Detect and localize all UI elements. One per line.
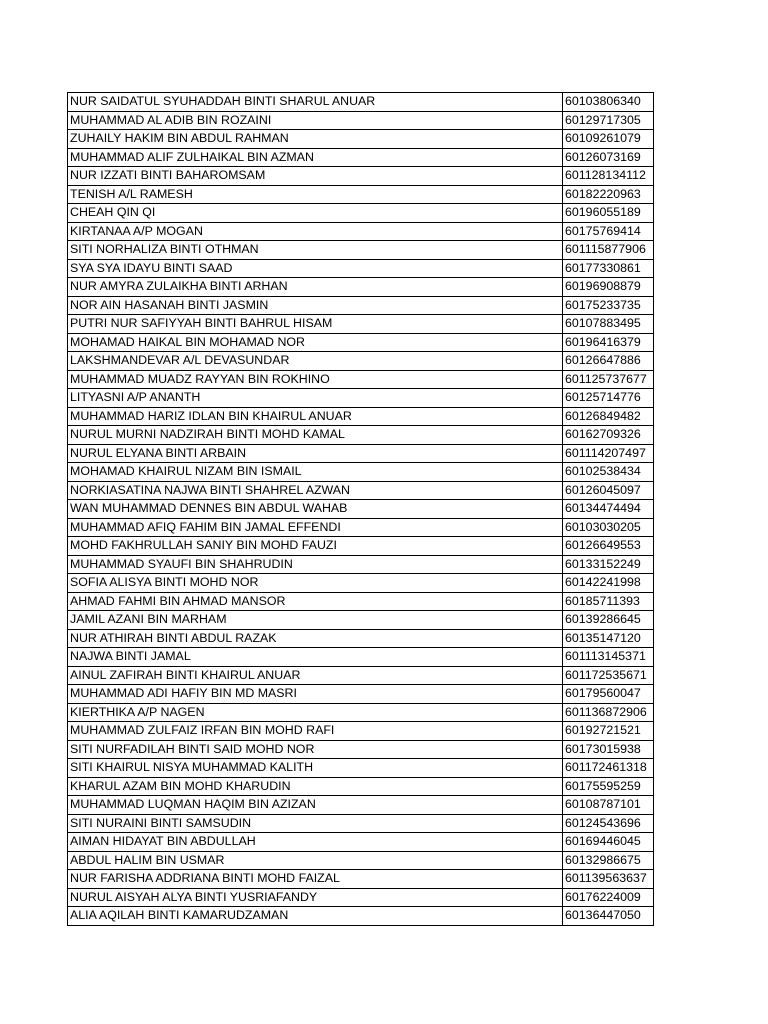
phone-cell: 60108787101 [563, 796, 654, 815]
table-row [68, 389, 654, 408]
table-row [68, 93, 654, 112]
phone-cell: 60133152249 [563, 555, 654, 574]
table-row [68, 241, 654, 260]
table-row [68, 555, 654, 574]
phone-cell: 601128134112 [563, 167, 654, 186]
name-cell: MUHAMMAD AFIQ FAHIM BIN JAMAL EFFENDI [68, 518, 563, 537]
name-cell: LITYASNI A/P ANANTH [68, 389, 563, 408]
phone-cell: 60103030205 [563, 518, 654, 537]
phone-cell: 60136447050 [563, 907, 654, 926]
phone-cell: 60135147120 [563, 629, 654, 648]
phone-cell: 60142241998 [563, 574, 654, 593]
table-row [68, 870, 654, 889]
phone-cell: 60196416379 [563, 333, 654, 352]
name-cell: NUR FARISHA ADDRIANA BINTI MOHD FAIZAL [68, 870, 563, 889]
name-cell: PUTRI NUR SAFIYYAH BINTI BAHRUL HISAM [68, 315, 563, 334]
name-cell: SYA SYA IDAYU BINTI SAAD [68, 259, 563, 278]
phone-cell: 60124543696 [563, 814, 654, 833]
table-row [68, 574, 654, 593]
table-row [68, 666, 654, 685]
name-cell: KIRTANAA A/P MOGAN [68, 222, 563, 241]
name-cell: SITI NURAINI BINTI SAMSUDIN [68, 814, 563, 833]
name-cell: MUHAMMAD MUADZ RAYYAN BIN ROKHINO [68, 370, 563, 389]
name-cell: MUHAMMAD HARIZ IDLAN BIN KHAIRUL ANUAR [68, 407, 563, 426]
name-cell: NUR IZZATI BINTI BAHAROMSAM [68, 167, 563, 186]
name-cell: MOHAMAD KHAIRUL NIZAM BIN ISMAIL [68, 463, 563, 482]
name-cell: WAN MUHAMMAD DENNES BIN ABDUL WAHAB [68, 500, 563, 519]
name-cell: ALIA AQILAH BINTI KAMARUDZAMAN [68, 907, 563, 926]
phone-cell: 60177330861 [563, 259, 654, 278]
table-row [68, 740, 654, 759]
table-row [68, 481, 654, 500]
table-row [68, 703, 654, 722]
name-cell: NURUL AISYAH ALYA BINTI YUSRIAFANDY [68, 888, 563, 907]
name-cell: SITI NORHALIZA BINTI OTHMAN [68, 241, 563, 260]
phone-cell: 60134474494 [563, 500, 654, 519]
phone-cell: 60107883495 [563, 315, 654, 334]
table-row [68, 444, 654, 463]
name-cell: AHMAD FAHMI BIN AHMAD MANSOR [68, 592, 563, 611]
phone-cell: 60126045097 [563, 481, 654, 500]
table-row [68, 814, 654, 833]
table-row [68, 759, 654, 778]
table-row [68, 851, 654, 870]
phone-cell: 60125714776 [563, 389, 654, 408]
name-cell: MOHAMAD HAIKAL BIN MOHAMAD NOR [68, 333, 563, 352]
name-cell: NAJWA BINTI JAMAL [68, 648, 563, 667]
phone-cell: 60173015938 [563, 740, 654, 759]
name-cell: NORKIASATINA NAJWA BINTI SHAHREL AZWAN [68, 481, 563, 500]
table-row [68, 907, 654, 926]
table-row [68, 407, 654, 426]
name-cell: MUHAMMAD LUQMAN HAQIM BIN AZIZAN [68, 796, 563, 815]
phone-cell: 601139563637 [563, 870, 654, 889]
name-cell: MUHAMMAD AL ADIB BIN ROZAINI [68, 111, 563, 130]
name-cell: MUHAMMAD ZULFAIZ IRFAN BIN MOHD RAFI [68, 722, 563, 741]
table-row [68, 426, 654, 445]
table-row [68, 315, 654, 334]
phone-cell: 60185711393 [563, 592, 654, 611]
phone-cell: 60132986675 [563, 851, 654, 870]
name-cell: CHEAH QIN QI [68, 204, 563, 223]
phone-cell: 601115877906 [563, 241, 654, 260]
phone-cell: 60126849482 [563, 407, 654, 426]
name-cell: KIERTHIKA A/P NAGEN [68, 703, 563, 722]
table-row [68, 222, 654, 241]
phone-cell: 60102538434 [563, 463, 654, 482]
table-row [68, 722, 654, 741]
name-cell: SITI NURFADILAH BINTI SAID MOHD NOR [68, 740, 563, 759]
table-row [68, 648, 654, 667]
table-row [68, 611, 654, 630]
phone-cell: 60139286645 [563, 611, 654, 630]
table-row [68, 796, 654, 815]
phone-cell: 601125737677 [563, 370, 654, 389]
table-row [68, 204, 654, 223]
name-phone-table [67, 92, 654, 926]
table-row [68, 167, 654, 186]
phone-cell: 60169446045 [563, 833, 654, 852]
name-cell: NOR AIN HASANAH BINTI JASMIN [68, 296, 563, 315]
phone-cell: 60175595259 [563, 777, 654, 796]
table-row [68, 259, 654, 278]
name-cell: TENISH A/L RAMESH [68, 185, 563, 204]
name-cell: NUR AMYRA ZULAIKHA BINTI ARHAN [68, 278, 563, 297]
table-row [68, 352, 654, 371]
name-cell: AINUL ZAFIRAH BINTI KHAIRUL ANUAR [68, 666, 563, 685]
phone-cell: 601114207497 [563, 444, 654, 463]
phone-cell: 60126073169 [563, 148, 654, 167]
table-row [68, 463, 654, 482]
name-cell: JAMIL AZANI BIN MARHAM [68, 611, 563, 630]
phone-cell: 601136872906 [563, 703, 654, 722]
phone-cell: 60175769414 [563, 222, 654, 241]
name-cell: NURUL ELYANA BINTI ARBAIN [68, 444, 563, 463]
phone-cell: 601113145371 [563, 648, 654, 667]
name-cell: LAKSHMANDEVAR A/L DEVASUNDAR [68, 352, 563, 371]
name-cell: ZUHAILY HAKIM BIN ABDUL RAHMAN [68, 130, 563, 149]
table-row [68, 777, 654, 796]
name-cell: NUR ATHIRAH BINTI ABDUL RAZAK [68, 629, 563, 648]
table-row [68, 500, 654, 519]
table-body [68, 93, 654, 926]
table-row [68, 333, 654, 352]
phone-cell: 60109261079 [563, 130, 654, 149]
name-cell: MUHAMMAD ALIF ZULHAIKAL BIN AZMAN [68, 148, 563, 167]
name-cell: NURUL MURNI NADZIRAH BINTI MOHD KAMAL [68, 426, 563, 445]
table-row [68, 833, 654, 852]
table-row [68, 185, 654, 204]
table-row [68, 130, 654, 149]
table-row [68, 370, 654, 389]
phone-cell: 60126649553 [563, 537, 654, 556]
table-row [68, 518, 654, 537]
phone-cell: 60196908879 [563, 278, 654, 297]
table-row [68, 537, 654, 556]
phone-cell: 60182220963 [563, 185, 654, 204]
table-row [68, 278, 654, 297]
table-row [68, 296, 654, 315]
table-row [68, 111, 654, 130]
phone-cell: 60192721521 [563, 722, 654, 741]
phone-cell: 60175233735 [563, 296, 654, 315]
name-cell: MUHAMMAD ADI HAFIY BIN MD MASRI [68, 685, 563, 704]
table-row [68, 148, 654, 167]
name-cell: ABDUL HALIM BIN USMAR [68, 851, 563, 870]
table-row [68, 888, 654, 907]
phone-cell: 60129717305 [563, 111, 654, 130]
name-cell: SOFIA ALISYA BINTI MOHD NOR [68, 574, 563, 593]
name-cell: NUR SAIDATUL SYUHADDAH BINTI SHARUL ANUAR [68, 93, 563, 112]
phone-cell: 601172535671 [563, 666, 654, 685]
name-cell: AIMAN HIDAYAT BIN ABDULLAH [68, 833, 563, 852]
name-cell: SITI KHAIRUL NISYA MUHAMMAD KALITH [68, 759, 563, 778]
table-row [68, 592, 654, 611]
name-cell: KHARUL AZAM BIN MOHD KHARUDIN [68, 777, 563, 796]
phone-cell: 60162709326 [563, 426, 654, 445]
table-row [68, 629, 654, 648]
phone-cell: 60103806340 [563, 93, 654, 112]
phone-cell: 60196055189 [563, 204, 654, 223]
table-row [68, 685, 654, 704]
phone-cell: 60126647886 [563, 352, 654, 371]
name-cell: MUHAMMAD SYAUFI BIN SHAHRUDIN [68, 555, 563, 574]
phone-cell: 60176224009 [563, 888, 654, 907]
name-cell: MOHD FAKHRULLAH SANIY BIN MOHD FAUZI [68, 537, 563, 556]
phone-cell: 60179560047 [563, 685, 654, 704]
phone-cell: 601172461318 [563, 759, 654, 778]
